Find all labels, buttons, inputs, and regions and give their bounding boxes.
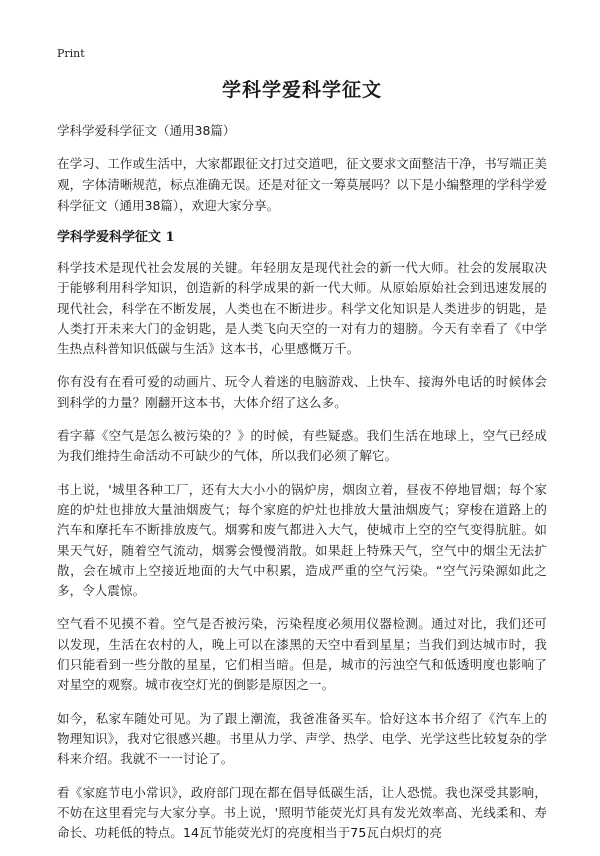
body-paragraph: 空气看不见摸不着。空气是否被污染，污染程度必须用仪器检测。通过对比，我们还可以发现，生活在农村的人，晚上可以在漆黑的天空中看到星星；当我们到达城市时，我们只能看到一些分散的星星，它们相当暗。但是，城市的污浊空气和低透明度也影响了对星空的观察。城市夜空灯光的倒影是原因之一。 [57, 616, 547, 693]
body-paragraph: 书上说，'城里各种工厂，还有大大小小的锅炉房，烟囱立着，昼夜不停地冒烟；每个家庭的炉灶也排放大量油烟废气；每个家庭的炉灶也排放大量油烟废气；穿梭在道路上的汽车和摩托车不断排放废气。烟雾和废气都进入大气，使城市上空的空气变得肮脏。如果天气好，随着空气流动，烟雾会慢慢消散。如果赶上特殊天气，空气中的烟尘无法扩散，会在城市上空接近地面的大气中积累，造成严重的空气污染。“空气污染源如此之多，令人震惊。 [57, 481, 547, 599]
page-title: 学科学爱科学征文 [221, 79, 382, 101]
article-subtitle: 学科学爱科学征文（通用38篇） [57, 123, 236, 138]
body-paragraph: 如今，私家车随处可见。为了跟上潮流，我爸准备买车。恰好这本书介绍了《汽车上的物理知识》，我对它很感兴趣。书里从力学、声学、热学、电学、光学这些比较复杂的学科来介绍。我就不一一讨论了。 [57, 710, 547, 767]
body-paragraph: 科学技术是现代社会发展的关键。年轻朋友是现代社会的新一代大师。社会的发展取决于能够利用科学知识，创造新的科学成果的新一代大师。从原始原始社会到迅速发展的现代社会，科学在不断发展，人类也在不断进步。科学文化知识是人类进步的钥匙，是人类打开未来大门的金钥匙，是人类飞向天空的一对有力的翅膀。今天有幸看了《中学生热点科普知识低碳与生活》这本书，心里感慨万千。 [57, 260, 547, 357]
body-paragraph: 看字幕《空气是怎么被污染的？》的时候，有些疑惑。我们生活在地球上，空气已经成为我们维持生命活动不可缺少的气体，所以我们必须了解它。 [57, 428, 547, 464]
body-paragraph: 看《家庭节电小常识》，政府部门现在都在倡导低碳生活，让人恐慌。我也深受其影响，不妨在这里看完与大家分享。书上说，'照明节能荧光灯具有发光效率高、光线柔和、寿命长、功耗低的特点。14瓦节能荧光灯的亮度相当于75瓦白炽灯的亮 [57, 784, 547, 841]
article [57, 77, 547, 856]
body-paragraph: 你有没有在看可爱的动画片、玩令人着迷的电脑游戏、上快车、接海外电话的时候体会到科学的力量？刚翻开这本书，大体介绍了这么多。 [57, 374, 547, 410]
section-heading: 学科学爱科学征文 1 [57, 230, 175, 245]
intro-paragraph: 在学习、工作或生活中，大家都跟征文打过交道吧，征文要求文面整洁干净，书写端正美观，字体清晰规范，标点准确无误。还是对征文一筹莫展吗？以下是小编整理的学科学爱科学征文（通用38篇），欢迎大家分享。 [57, 156, 547, 213]
print-link[interactable]: Print [57, 47, 85, 60]
